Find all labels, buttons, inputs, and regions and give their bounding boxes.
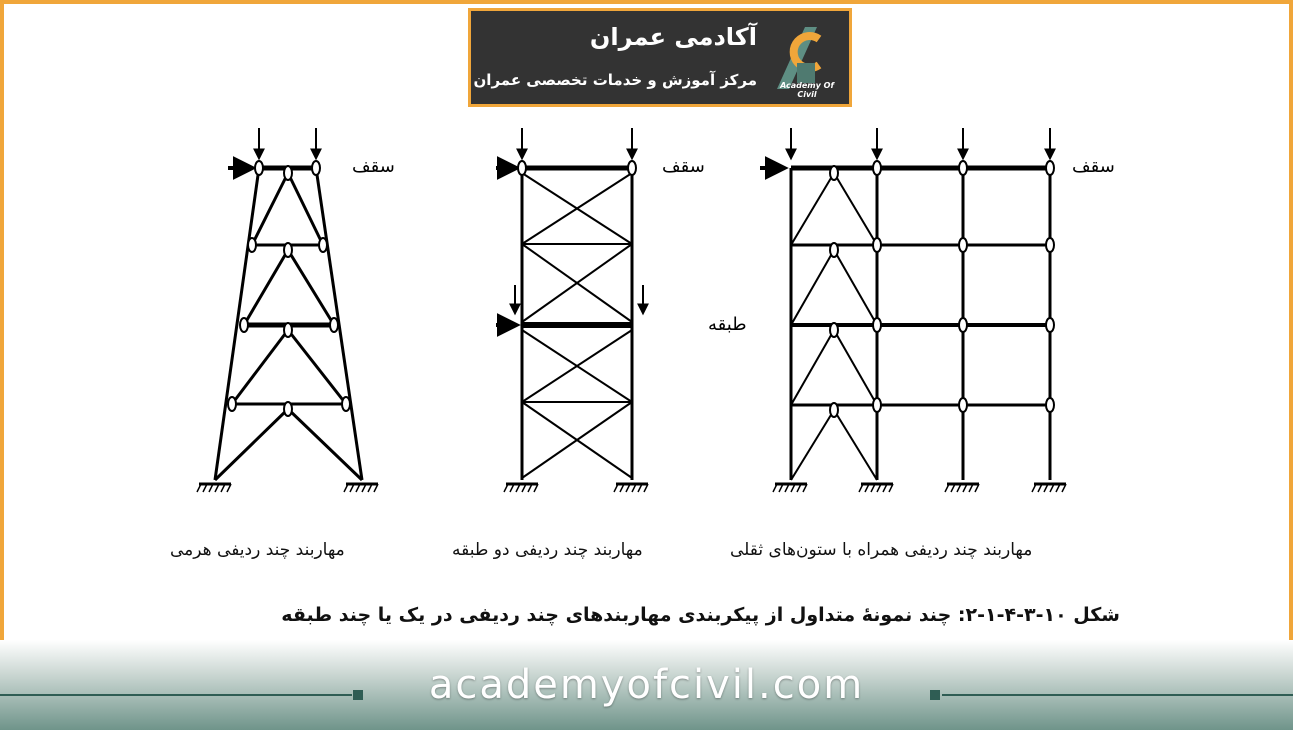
roof-label-left: سقف — [352, 156, 395, 177]
logo-mark-text: Academy Of Civil — [780, 81, 834, 99]
two-story-frame — [496, 128, 643, 480]
logo-title: آکادمی عمران — [589, 23, 757, 51]
caption-pyramid: مهاربند چند ردیفی هرمی — [170, 540, 345, 560]
caption-two-story: مهاربند چند ردیفی دو طبقه — [452, 540, 643, 560]
caption-gravity-columns: مهاربند چند ردیفی همراه با ستون‌های ثقلی — [730, 540, 1033, 560]
website-url[interactable]: academyofcivil.com — [428, 662, 865, 708]
floor-label-middle: طبقه — [708, 314, 747, 335]
figure-title: شکل ۱۰-۳-۴-۱-۲: چند نمونهٔ متداول از پیکربندی مهاربندهای چند ردیفی در یک یا چند طبقه — [281, 604, 1120, 626]
roof-label-middle: سقف — [662, 156, 705, 177]
gravity-column-frame — [760, 128, 1050, 480]
logo-subtitle: مرکز آموزش و خدمات تخصصی عمران — [473, 71, 757, 89]
pyramid-joints — [197, 161, 378, 492]
roof-label-right: سقف — [1072, 156, 1115, 177]
